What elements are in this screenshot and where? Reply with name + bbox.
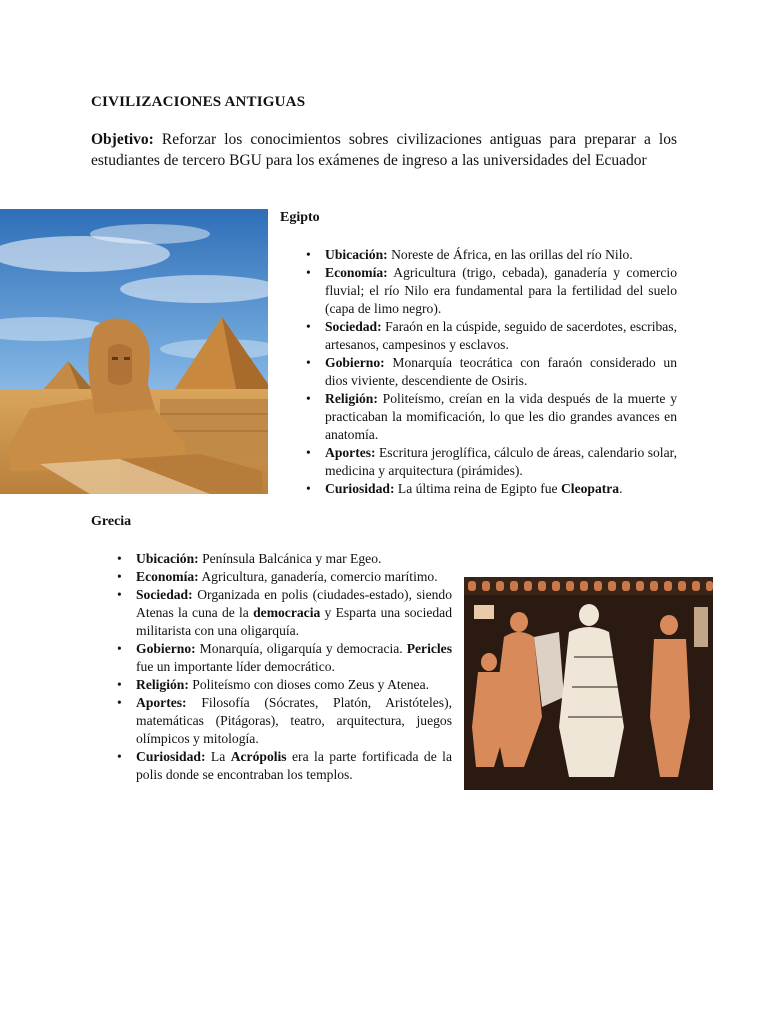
fact-text: Monarquía, oligarquía y democracia. (195, 641, 407, 656)
fact-label: Gobierno: (136, 641, 196, 656)
fact-text: Noreste de África, en las orillas del río Nilo. (387, 247, 633, 262)
list-item (306, 264, 677, 318)
fact-emphasis: Cleopatra (560, 481, 620, 496)
list-item (306, 318, 677, 354)
fact-tail: fue un importante líder democrático. (136, 659, 335, 674)
bullet-icon: • (117, 551, 122, 566)
bullet-icon: • (306, 391, 311, 406)
bullet-icon: • (306, 319, 311, 334)
fact-text: Escritura jeroglífica, cálculo de áreas, calendario solar, medicina y arquitectura (pirámides). (325, 445, 677, 478)
fact-emphasis: Acrópolis (230, 749, 287, 764)
objective-label: Objetivo: (91, 131, 154, 148)
bullet-icon: • (117, 677, 122, 692)
list-item (306, 390, 677, 444)
fact-tail: . (619, 481, 623, 496)
fact-text: Politeísmo con dioses como Zeus y Atenea. (188, 677, 429, 692)
document-title: CIVILIZACIONES ANTIGUAS (91, 94, 306, 110)
fact-label: Gobierno: (325, 355, 385, 370)
bullet-icon: • (117, 695, 122, 710)
fact-label: Aportes: (325, 445, 376, 460)
fact-label: Curiosidad: (325, 481, 395, 496)
fact-text: Politeísmo, creían en la vida después de la muerte y practicaban la momificación, lo que les dio grandes avances en anatomía. (325, 391, 677, 442)
bullet-icon: • (306, 247, 311, 262)
fact-label: Sociedad: (325, 319, 382, 334)
list-item (306, 480, 677, 498)
fact-label: Ubicación: (136, 551, 199, 566)
fact-emphasis: democracia (253, 605, 321, 620)
fact-label: Sociedad: (136, 587, 193, 602)
fact-label: Religión: (136, 677, 189, 692)
bullet-icon: • (306, 265, 311, 280)
fact-text: Península Balcánica y mar Egeo. (198, 551, 382, 566)
fact-text: Filosofía (Sócrates, Platón, Aristóteles), matemáticas (Pitágoras), teatro, arquitectura, juegos olímpicos y mitología. (136, 695, 452, 746)
fact-label: Economía: (325, 265, 388, 280)
egypt-sphinx-pyramids-image (0, 209, 268, 494)
list-item (306, 246, 677, 264)
egypt-heading: Egipto (280, 210, 320, 225)
fact-text: Faraón en la cúspide, seguido de sacerdotes, escribas, artesanos, campesinos y esclavos. (325, 319, 677, 352)
fact-text: La última reina de Egipto fue (394, 481, 561, 496)
fact-text: Agricultura, ganadería, comercio marítimo. (198, 569, 438, 584)
bullet-icon: • (117, 587, 122, 602)
fact-text: Organizada en polis (ciudades-estado), siendo Atenas la cuna de la (136, 587, 452, 620)
greece-facts-list (117, 550, 452, 784)
list-item (117, 640, 452, 676)
list-item (117, 676, 452, 694)
fact-label: Aportes: (136, 695, 187, 710)
fact-label: Religión: (325, 391, 378, 406)
egypt-facts-list (306, 246, 677, 498)
bullet-icon: • (117, 641, 122, 656)
fact-tail: era la parte fortificada de la polis donde se encontraban los templos. (136, 749, 452, 782)
bullet-icon: • (306, 355, 311, 370)
bullet-icon: • (306, 481, 311, 496)
bullet-icon: • (306, 445, 311, 460)
list-item (117, 550, 452, 568)
list-item (306, 444, 677, 480)
bullet-icon: • (117, 749, 122, 764)
objective-text: Reforzar los conocimientos sobres civilizaciones antiguas para preparar a los estudiantes de tercero BGU para los exámenes de ingreso a las universidades del Ecuador (91, 131, 677, 169)
fact-label: Economía: (136, 569, 199, 584)
fact-text: Monarquía teocrática con faraón considerado un dios viviente, descendiente de Osiris. (325, 355, 677, 388)
fact-label: Ubicación: (325, 247, 388, 262)
list-item (117, 748, 452, 784)
fact-tail: y Esparta una sociedad militarista con una oligarquía. (136, 605, 453, 638)
fact-text: Agricultura (trigo, cebada), ganadería y comercio fluvial; el río Nilo era fundamental para la fertilidad del suelo (capa de limo negro). (325, 265, 677, 316)
fact-emphasis: Pericles (406, 641, 452, 656)
list-item (117, 586, 452, 640)
fact-label: Curiosidad: (136, 749, 206, 764)
fact-text: La (205, 749, 231, 764)
greece-heading: Grecia (91, 514, 132, 529)
objective-paragraph (91, 130, 677, 171)
greek-vase-image (464, 577, 713, 790)
bullet-icon: • (117, 569, 122, 584)
list-item (117, 694, 452, 748)
list-item (306, 354, 677, 390)
list-item (117, 568, 452, 586)
